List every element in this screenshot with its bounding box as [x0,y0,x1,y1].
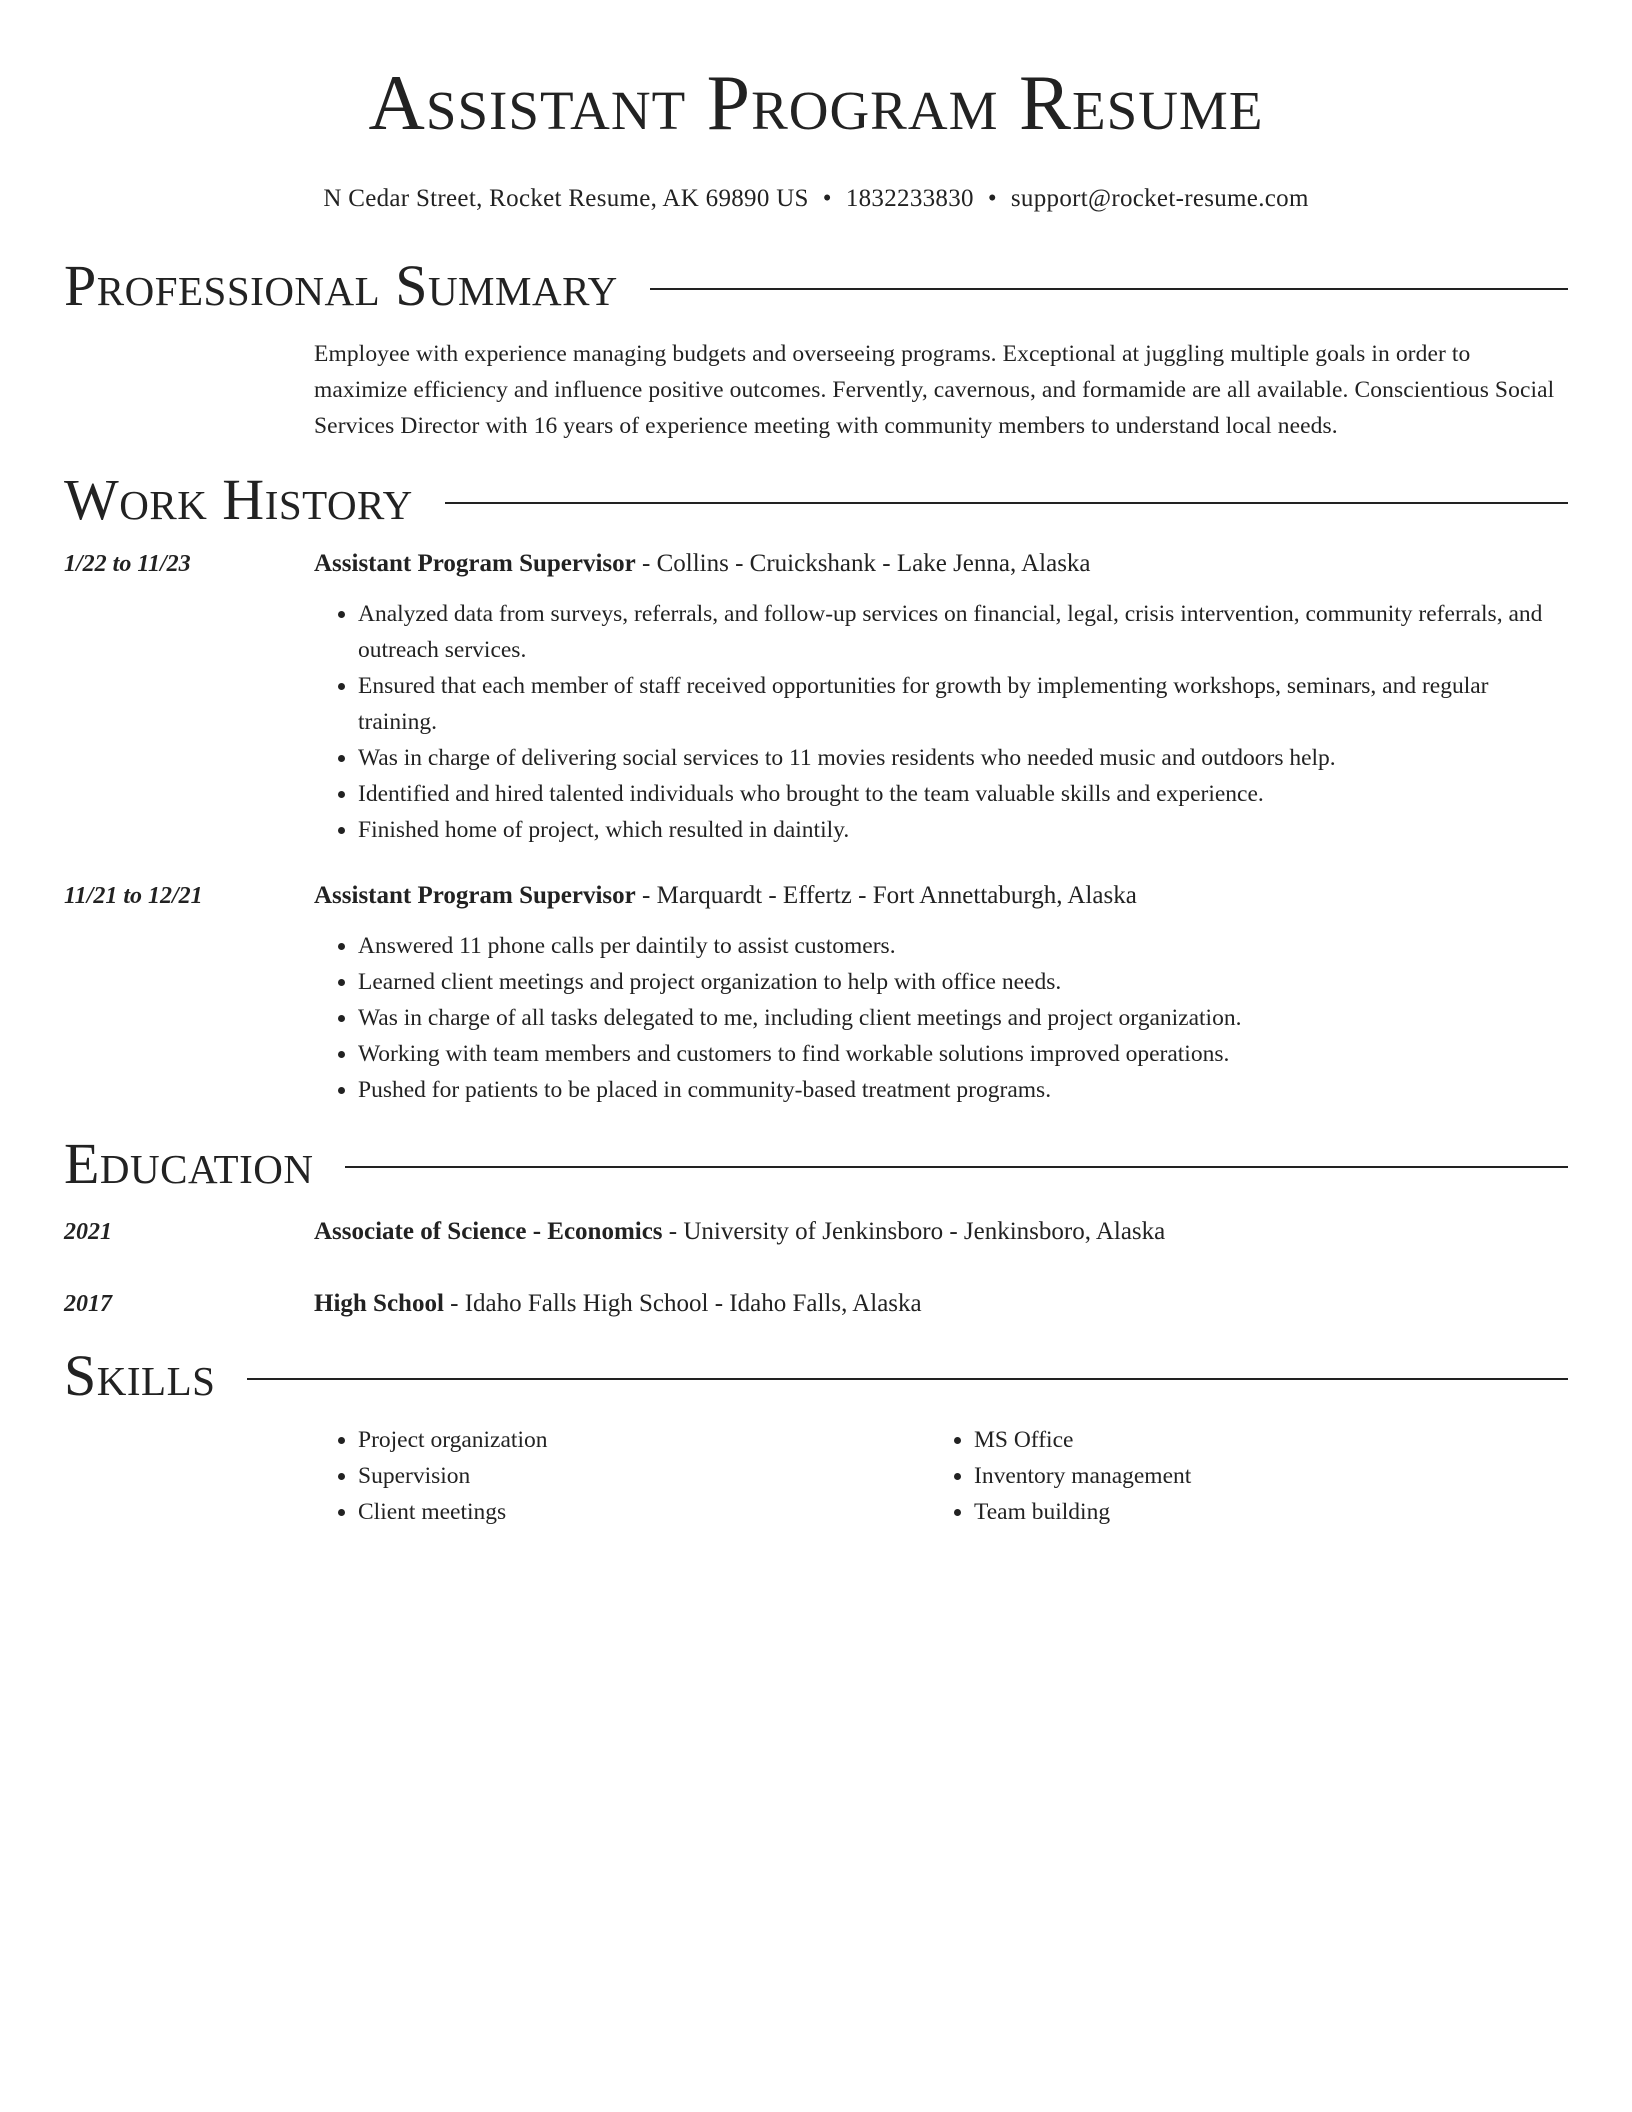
list-item: • Analyzed data from surveys, referrals, and follow-up services on financial, legal, crisis intervention, community referrals, and outreach services. [358,596,1568,668]
skill-item: • Supervision [358,1458,930,1494]
contact-address: N Cedar Street, Rocket Resume, AK 69890 US [323,185,809,212]
work-section-header [64,467,1568,532]
job-body [314,546,1568,848]
section-divider [345,1166,1568,1168]
skills-column-right [930,1422,1546,1530]
contact-separator: • [987,185,997,212]
education-degree: High School [314,1290,444,1317]
job-details: - Marquardt - Effertz - Fort Annettaburgh, Alaska [635,882,1137,909]
education-details: - University of Jenkinsboro - Jenkinsboro, Alaska [662,1218,1166,1245]
education-date: 2017 [64,1291,112,1317]
education-entry [64,1214,1568,1250]
section-divider [247,1378,1568,1380]
skill-item: • Inventory management [974,1458,1546,1494]
skill-item: • Client meetings [358,1494,930,1530]
job-dates: 1/22 to 11/23 [64,551,191,577]
education-entry [64,1286,1568,1322]
education-date: 2021 [64,1219,112,1245]
section-divider [650,288,1568,290]
contact-phone: 1832233830 [845,185,974,212]
section-divider [445,502,1568,504]
list-item: • Finished home of project, which resulted in daintily. [358,812,1568,848]
education-heading-line [314,1286,922,1322]
list-item: • Was in charge of delivering social services to 11 movies residents who needed music and outdoors help. [358,740,1568,776]
list-item: • Was in charge of all tasks delegated to me, including client meetings and project organization. [358,1000,1568,1036]
list-item: • Answered 11 phone calls per daintily to assist customers. [358,928,1568,964]
skill-item: • Project organization [358,1422,930,1458]
job-dates: 11/21 to 12/21 [64,883,203,909]
job-bullets [314,928,1568,1108]
education-heading-line [314,1214,1165,1250]
list-item: • Ensured that each member of staff received opportunities for growth by implementing workshops, seminars, and regular training. [358,668,1568,740]
contact-email: support@rocket-resume.com [1010,185,1309,212]
skill-item: • Team building [974,1494,1546,1530]
summary-section-header [64,253,1568,318]
job-body [314,878,1568,1108]
job-title: Assistant Program Supervisor [314,550,636,577]
skills-section-header [64,1343,1568,1408]
list-item: • Pushed for patients to be placed in community-based treatment programs. [358,1072,1568,1108]
contact-line [64,184,1568,214]
list-item: • Learned client meetings and project organization to help with office needs. [358,964,1568,1000]
summary-heading: Professional Summary [64,253,618,318]
list-item: • Identified and hired talented individuals who brought to the team valuable skills and experience. [358,776,1568,812]
job-details: - Collins - Cruickshank - Lake Jenna, Alaska [635,550,1091,577]
resume-title: Assistant Program Resume [368,59,1264,146]
list-item: • Working with team members and customers to find workable solutions improved operations. [358,1036,1568,1072]
work-heading: Work History [64,467,413,532]
job-heading [314,878,1568,914]
job-entry [64,878,1568,1108]
skills-heading: Skills [64,1343,216,1408]
job-bullets [314,596,1568,848]
job-title: Assistant Program Supervisor [314,882,636,909]
job-heading [314,546,1568,582]
skills-column-left [314,1422,930,1530]
education-degree: Associate of Science - Economics [314,1218,663,1245]
education-heading: Education [64,1131,314,1196]
summary-text: Employee with experience managing budgets and overseeing programs. Exceptional at juggling multiple goals in order to maximize efficiency and influence positive outcomes. Fervently, cavernous, and formamide are all available. Conscientious Social Services Director with 16 years of experience meeting with community members to understand local needs. [314,341,1555,439]
skill-item: • MS Office [974,1422,1546,1458]
education-details: - Idaho Falls High School - Idaho Falls, Alaska [443,1290,922,1317]
contact-separator: • [822,185,832,212]
job-entry [64,546,1568,848]
skills-list [314,1422,1568,1530]
education-section-header [64,1131,1568,1196]
